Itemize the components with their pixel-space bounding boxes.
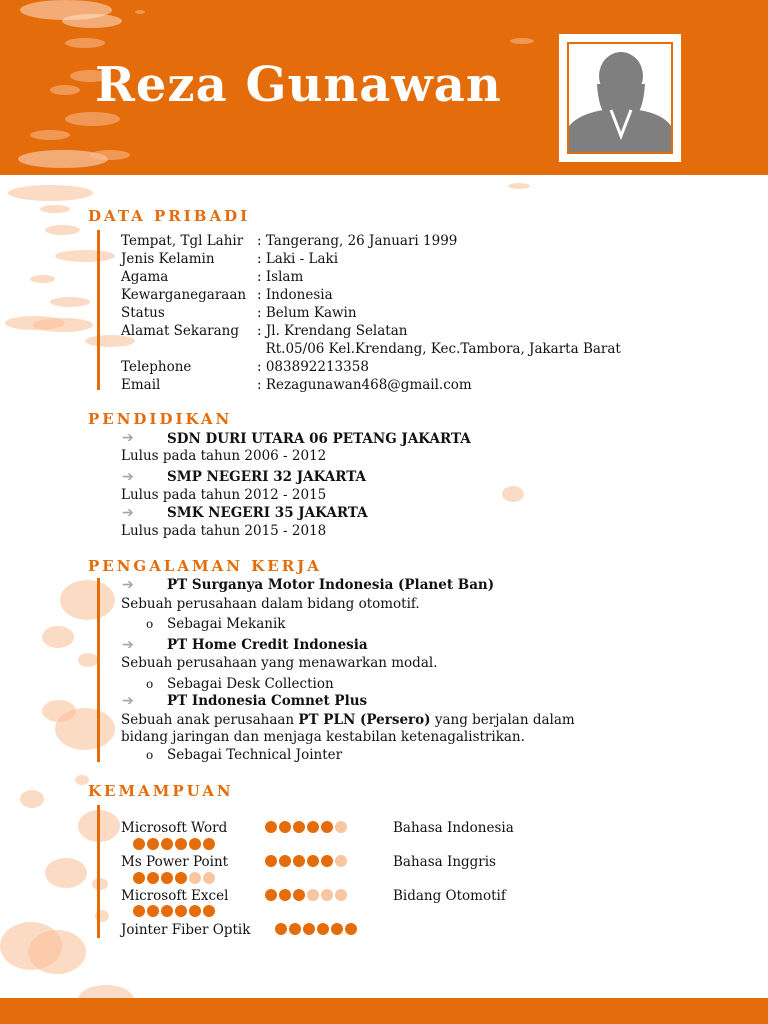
school-years: Lulus pada tahun 2015 - 2018	[121, 523, 327, 539]
decor-bubble	[65, 112, 120, 126]
decor-bubble	[55, 250, 115, 262]
rating-dot-empty	[335, 821, 347, 833]
rating-dot-filled	[279, 821, 291, 833]
decor-bubble	[75, 775, 89, 785]
job-role: Sebagai Desk Collection	[167, 676, 334, 692]
company-name: PT Home Credit Indonesia	[167, 637, 368, 653]
rating-dot-filled	[293, 855, 305, 867]
skill-rating	[265, 889, 347, 901]
section-title-pendidikan: PENDIDIKAN	[88, 410, 233, 428]
job-role: Sebagai Technical Jointer	[167, 747, 343, 763]
decor-bubble	[50, 297, 90, 307]
decor-bubble	[92, 878, 108, 890]
decor-bubble	[20, 790, 44, 808]
arrow-right-icon: ➔	[122, 637, 134, 653]
skill-name: Jointer Fiber Optik	[121, 922, 251, 938]
decor-bubble	[50, 85, 80, 95]
rating-dot-filled	[265, 855, 277, 867]
skill-rating	[265, 821, 347, 833]
rating-dot-filled	[161, 838, 173, 850]
skill-rating	[133, 872, 215, 884]
circle-bullet-icon: o	[146, 748, 154, 762]
decor-bubble	[33, 318, 93, 332]
rating-dot-filled	[133, 838, 145, 850]
company-description: Sebuah perusahaan yang menawarkan modal.	[121, 655, 438, 671]
rating-dot-filled	[275, 923, 287, 935]
decor-bubble	[40, 205, 70, 213]
decor-bubble	[135, 10, 145, 14]
rating-dot-filled	[289, 923, 301, 935]
decor-bubble	[42, 626, 74, 648]
rating-dot-filled	[321, 855, 333, 867]
section-divider-line	[97, 805, 100, 938]
decor-bubble	[65, 38, 105, 48]
footer-bar	[0, 998, 768, 1024]
rating-dot-filled	[175, 838, 187, 850]
company-name: PT Surganya Motor Indonesia (Planet Ban)	[167, 577, 495, 593]
section-title-kemampuan: KEMAMPUAN	[88, 782, 234, 800]
company-name: PT Indonesia Comnet Plus	[167, 693, 368, 709]
section-title-pengalaman-kerja: PENGALAMAN KERJA	[88, 557, 322, 575]
rating-dot-filled	[161, 905, 173, 917]
candidate-name: Reza Gunawan	[95, 57, 502, 113]
decor-bubble	[62, 14, 122, 28]
skill-name: Microsoft Word	[121, 820, 228, 836]
rating-dot-filled	[189, 838, 201, 850]
decor-bubble	[8, 185, 93, 201]
rating-dot-filled	[321, 821, 333, 833]
rating-dot-filled	[189, 905, 201, 917]
rating-dot-filled	[133, 872, 145, 884]
rating-dot-empty	[307, 889, 319, 901]
rating-dot-filled	[307, 821, 319, 833]
skill-name: Bidang Otomotif	[393, 888, 506, 904]
rating-dot-empty	[321, 889, 333, 901]
arrow-right-icon: ➔	[122, 577, 134, 593]
company-description: bidang jaringan dan menjaga kestabilan ketenagalistrikan.	[121, 729, 525, 745]
section-title-data-pribadi: DATA PRIBADI	[88, 207, 251, 225]
decor-bubble	[502, 486, 524, 502]
rating-dot-filled	[345, 923, 357, 935]
arrow-right-icon: ➔	[122, 430, 134, 446]
rating-dot-filled	[307, 855, 319, 867]
skill-rating	[275, 923, 357, 935]
skill-rating	[133, 838, 215, 850]
decor-bubble	[45, 225, 80, 235]
school-years: Lulus pada tahun 2012 - 2015	[121, 487, 327, 503]
skill-name: Bahasa Inggris	[393, 854, 496, 870]
rating-dot-filled	[175, 905, 187, 917]
rating-dot-filled	[147, 838, 159, 850]
arrow-right-icon: ➔	[122, 469, 134, 485]
rating-dot-empty	[189, 872, 201, 884]
rating-dot-empty	[203, 872, 215, 884]
decor-bubble	[55, 708, 115, 750]
decor-bubble	[30, 130, 70, 140]
section-divider-line	[97, 230, 100, 390]
rating-dot-filled	[331, 923, 343, 935]
rating-dot-empty	[335, 855, 347, 867]
rating-dot-filled	[303, 923, 315, 935]
arrow-right-icon: ➔	[122, 693, 134, 709]
rating-dot-filled	[317, 923, 329, 935]
school-name: SMP NEGERI 32 JAKARTA	[167, 469, 366, 485]
decor-bubble	[510, 38, 534, 44]
arrow-right-icon: ➔	[122, 505, 134, 521]
skill-name: Ms Power Point	[121, 854, 229, 870]
rating-dot-filled	[147, 872, 159, 884]
rating-dot-filled	[133, 905, 145, 917]
job-role: Sebagai Mekanik	[167, 616, 286, 632]
skill-name: Microsoft Excel	[121, 888, 229, 904]
rating-dot-filled	[265, 821, 277, 833]
rating-dot-filled	[293, 821, 305, 833]
person-silhouette-icon	[569, 44, 671, 152]
skill-name: Bahasa Indonesia	[393, 820, 514, 836]
header-banner	[0, 0, 768, 175]
company-description: Sebuah perusahaan dalam bidang otomotif.	[121, 596, 420, 612]
rating-dot-filled	[293, 889, 305, 901]
rating-dot-empty	[335, 889, 347, 901]
school-name: SDN DURI UTARA 06 PETANG JAKARTA	[167, 431, 471, 447]
profile-photo-frame	[559, 34, 681, 162]
decor-bubble	[30, 275, 55, 283]
decor-bubble	[60, 580, 115, 620]
circle-bullet-icon: o	[146, 677, 154, 691]
skill-rating	[265, 855, 347, 867]
school-name: SMK NEGERI 35 JAKARTA	[167, 505, 368, 521]
decor-bubble	[78, 653, 98, 667]
decor-bubble	[90, 150, 130, 160]
rating-dot-filled	[279, 889, 291, 901]
circle-bullet-icon: o	[146, 617, 154, 631]
rating-dot-filled	[279, 855, 291, 867]
skill-rating	[133, 905, 215, 917]
decor-bubble	[28, 930, 86, 974]
rating-dot-filled	[175, 872, 187, 884]
rating-dot-filled	[161, 872, 173, 884]
rating-dot-filled	[265, 889, 277, 901]
rating-dot-filled	[147, 905, 159, 917]
profile-photo	[567, 42, 673, 154]
school-years: Lulus pada tahun 2006 - 2012	[121, 448, 327, 464]
decor-bubble	[508, 183, 530, 189]
section-divider-line	[97, 578, 100, 762]
decor-bubble	[45, 858, 87, 888]
rating-dot-filled	[203, 838, 215, 850]
company-description: Sebuah anak perusahaan PT PLN (Persero) yang berjalan dalam	[121, 712, 575, 728]
rating-dot-filled	[203, 905, 215, 917]
